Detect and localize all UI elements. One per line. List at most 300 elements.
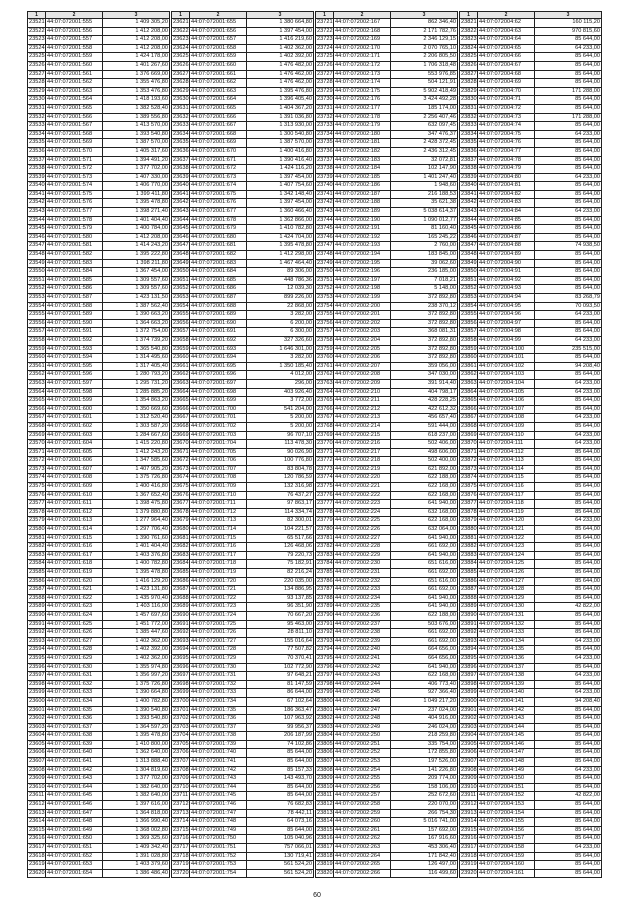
row-number: 23590 xyxy=(29,611,45,618)
cadastral-number: 44:07:072001:726 xyxy=(190,629,247,637)
table-row xyxy=(172,28,314,37)
row-number: 23895 xyxy=(461,654,477,661)
cadastral-number: 44:07:072004:115 xyxy=(478,474,535,482)
cadastral-value: 641 940,00 xyxy=(391,664,458,672)
cadastral-value: 1 391 028,80 xyxy=(103,853,170,861)
row-number: 23748 xyxy=(317,251,333,258)
table-row xyxy=(316,483,458,492)
cadastral-number: 44:07:072001:722 xyxy=(190,595,247,603)
cadastral-value: 64 233,00 xyxy=(535,517,602,525)
cadastral-number: 44:07:072001:717 xyxy=(190,552,247,560)
row-number: 23653 xyxy=(173,294,189,300)
cadastral-value: 35 621,38 xyxy=(391,199,458,207)
cadastral-number: 44:07:072001:729 xyxy=(190,655,247,663)
row-number: 23543 xyxy=(29,208,45,215)
cadastral-number: 44:07:072002:169 xyxy=(334,36,391,44)
cadastral-number: 44:07:072001:620 xyxy=(46,578,103,586)
row-number: 23669 xyxy=(173,431,189,438)
cadastral-value: 1 367 652,40 xyxy=(103,492,170,500)
cadastral-value: 82 216,24 xyxy=(247,569,314,577)
row-number: 23896 xyxy=(461,663,477,670)
cadastral-value: 64 233,00 xyxy=(535,844,602,852)
cadastral-number: 44:07:072004:87 xyxy=(478,234,535,242)
cadastral-number: 44:07:072002:213 xyxy=(334,414,391,422)
row-number: 23741 xyxy=(317,190,333,197)
table-row xyxy=(316,363,458,372)
table-row xyxy=(316,105,458,114)
cadastral-number: 44:07:072001:674 xyxy=(190,182,247,190)
row-number: 23776 xyxy=(317,491,333,498)
row-number: 23540 xyxy=(29,182,45,189)
row-number: 23775 xyxy=(317,483,333,490)
row-number: 23628 xyxy=(173,79,189,86)
cadastral-number: 44:07:072001:714 xyxy=(190,526,247,534)
cadastral-number: 44:07:072001:732 xyxy=(190,681,247,689)
cadastral-number: 44:07:072001:607 xyxy=(46,466,103,474)
row-number: 23793 xyxy=(317,637,333,644)
cadastral-number: 44:07:072001:661 xyxy=(190,71,247,79)
row-number: 23847 xyxy=(461,242,477,249)
cadastral-value: 70 667,20 xyxy=(247,612,314,620)
cadastral-value: 453 306,40 xyxy=(391,844,458,852)
cadastral-number: 44:07:072004:84 xyxy=(478,208,535,216)
row-number: 23759 xyxy=(317,345,333,352)
cadastral-number: 44:07:072001:569 xyxy=(46,139,103,147)
cadastral-number: 44:07:072002:231 xyxy=(334,569,391,577)
cadastral-number: 44:07:072001:599 xyxy=(46,397,103,405)
cadastral-value: 899 226,00 xyxy=(247,294,314,302)
row-number: 23801 xyxy=(317,706,333,713)
cadastral-number: 44:07:072001:646 xyxy=(46,801,103,809)
cadastral-number: 44:07:072001:750 xyxy=(190,835,247,843)
cadastral-number: 44:07:072004:143 xyxy=(478,715,535,723)
table-row xyxy=(460,492,602,501)
row-number: 23533 xyxy=(29,122,45,129)
cadastral-number: 44:07:072001:678 xyxy=(190,217,247,225)
table-row xyxy=(28,423,170,432)
cadastral-value: 1 090 012,77 xyxy=(391,217,458,225)
cadastral-value: 167 916,60 xyxy=(391,835,458,843)
cadastral-number: 44:07:072001:667 xyxy=(190,122,247,130)
cadastral-number: 44:07:072001:578 xyxy=(46,217,103,225)
cadastral-value: 1 395 478,80 xyxy=(103,199,170,207)
table-row xyxy=(28,294,170,303)
cadastral-value: 456 657,40 xyxy=(391,414,458,422)
table-row xyxy=(460,801,602,810)
cadastral-number: 44:07:072002:241 xyxy=(334,655,391,663)
table-row xyxy=(172,861,314,870)
cadastral-value: 64 073,16 xyxy=(247,818,314,826)
cadastral-number: 44:07:072004:99 xyxy=(478,337,535,345)
row-number: 23715 xyxy=(173,826,189,833)
row-number: 23900 xyxy=(461,697,477,704)
cadastral-number: 44:07:072001:592 xyxy=(46,337,103,345)
row-number: 23740 xyxy=(317,182,333,189)
cadastral-number: 44:07:072002:248 xyxy=(334,715,391,723)
cadastral-value: 85 644,00 xyxy=(535,543,602,551)
row-number: 23840 xyxy=(461,182,477,189)
row-number: 23531 xyxy=(29,104,45,111)
row-number: 23565 xyxy=(29,397,45,404)
table-row xyxy=(316,517,458,526)
table-row xyxy=(172,466,314,475)
cadastral-value: 85 644,00 xyxy=(535,354,602,362)
table-row xyxy=(28,612,170,621)
cadastral-number: 44:07:072002:168 xyxy=(334,28,391,36)
row-number: 23604 xyxy=(29,732,45,739)
cadastral-number: 44:07:072002:219 xyxy=(334,466,391,474)
row-number: 23886 xyxy=(461,577,477,584)
cadastral-number: 44:07:072001:740 xyxy=(190,749,247,757)
table-row xyxy=(172,749,314,758)
table-row xyxy=(460,251,602,260)
row-number: 23883 xyxy=(461,551,477,558)
table-row xyxy=(28,225,170,234)
row-number: 23661 xyxy=(173,362,189,369)
table-row xyxy=(28,36,170,45)
row-number: 23532 xyxy=(29,113,45,120)
table-row xyxy=(316,174,458,183)
table-row xyxy=(460,810,602,819)
cadastral-number: 44:07:072001:628 xyxy=(46,646,103,654)
row-number: 23671 xyxy=(173,448,189,455)
row-number: 23787 xyxy=(317,586,333,593)
table-row xyxy=(316,655,458,664)
table-row xyxy=(460,114,602,123)
cadastral-number: 44:07:072004:91 xyxy=(478,268,535,276)
table-row xyxy=(28,165,170,174)
row-number: 23608 xyxy=(29,766,45,773)
cadastral-number: 44:07:072002:247 xyxy=(334,707,391,715)
table-row xyxy=(316,311,458,320)
cadastral-number: 44:07:072001:638 xyxy=(46,732,103,740)
row-number: 23685 xyxy=(173,569,189,575)
cadastral-number: 44:07:072002:245 xyxy=(334,689,391,697)
cadastral-value: 85 644,00 xyxy=(535,509,602,517)
row-number: 23818 xyxy=(317,852,333,859)
table-row xyxy=(316,449,458,458)
cadastral-number: 44:07:072001:719 xyxy=(190,569,247,577)
table-row xyxy=(460,182,602,191)
row-number: 23843 xyxy=(461,208,477,215)
cadastral-value: 85 644,00 xyxy=(535,569,602,577)
table-row xyxy=(28,552,170,561)
cadastral-number: 44:07:072001:608 xyxy=(46,474,103,482)
table-row xyxy=(28,389,170,398)
cadastral-number: 44:07:072001:641 xyxy=(46,758,103,766)
cadastral-value: 85 644,00 xyxy=(247,758,314,766)
cadastral-number: 44:07:072001:587 xyxy=(46,294,103,302)
table-row xyxy=(28,535,170,544)
cadastral-value: 85 644,00 xyxy=(535,526,602,534)
cadastral-number: 44:07:072004:140 xyxy=(478,689,535,697)
row-number: 23707 xyxy=(173,758,189,765)
cadastral-number: 44:07:072001:624 xyxy=(46,612,103,620)
cadastral-value: 85 644,00 xyxy=(535,552,602,560)
cadastral-value: 1 387 562,40 xyxy=(103,303,170,311)
cadastral-number: 44:07:072002:170 xyxy=(334,45,391,53)
cadastral-value: 1 402 362,00 xyxy=(247,45,314,53)
cadastral-value: 622 168,00 xyxy=(391,492,458,500)
table-row xyxy=(460,835,602,844)
cadastral-value: 1 397 454,00 xyxy=(247,174,314,182)
row-number: 23633 xyxy=(173,122,189,129)
table-row xyxy=(172,148,314,157)
cadastral-value: 372 892,80 xyxy=(391,354,458,362)
cadastral-number: 44:07:072004:154 xyxy=(478,810,535,818)
cadastral-value: 70 093,50 xyxy=(535,303,602,311)
row-number: 23873 xyxy=(461,465,477,472)
cadastral-number: 44:07:072001:744 xyxy=(190,784,247,792)
cadastral-number: 44:07:072004:69 xyxy=(478,79,535,87)
cadastral-value: 1 414 243,20 xyxy=(103,242,170,250)
cadastral-value: 85 644,00 xyxy=(535,500,602,508)
table-row xyxy=(316,234,458,243)
cadastral-number: 44:07:072001:593 xyxy=(46,346,103,354)
row-number: 23571 xyxy=(29,448,45,455)
table-row xyxy=(28,371,170,380)
cadastral-value: 1 377 702,00 xyxy=(103,775,170,783)
table-row xyxy=(28,260,170,269)
cadastral-number: 44:07:072004:120 xyxy=(478,517,535,525)
row-number: 23578 xyxy=(29,508,45,515)
cadastral-value: 252 672,60 xyxy=(391,792,458,800)
cadastral-number: 44:07:072001:650 xyxy=(46,835,103,843)
table-row xyxy=(460,775,602,784)
cadastral-number: 44:07:072002:196 xyxy=(334,268,391,276)
row-number: 23589 xyxy=(29,603,45,610)
row-number: 23912 xyxy=(461,801,477,808)
row-number: 23730 xyxy=(317,96,333,103)
table-row xyxy=(28,758,170,767)
cadastral-value: 116 499,60 xyxy=(391,870,458,878)
cadastral-value: 85 644,00 xyxy=(535,483,602,491)
cadastral-value: 428 228,25 xyxy=(391,397,458,405)
row-number: 23591 xyxy=(29,620,45,627)
cadastral-number: 44:07:072001:668 xyxy=(190,131,247,139)
table-row xyxy=(460,371,602,380)
cadastral-value: 126 468,06 xyxy=(247,543,314,551)
cadastral-value: 1 377 702,00 xyxy=(103,165,170,173)
cadastral-number: 44:07:072002:181 xyxy=(334,139,391,147)
cadastral-number: 44:07:072001:747 xyxy=(190,810,247,818)
row-number: 23554 xyxy=(29,302,45,309)
cadastral-value: 85 644,00 xyxy=(535,492,602,500)
table-row xyxy=(316,397,458,406)
table-row xyxy=(316,346,458,355)
row-number: 23789 xyxy=(317,603,333,610)
row-number: 23599 xyxy=(29,689,45,696)
cadastral-number: 44:07:072001:724 xyxy=(190,612,247,620)
table-row xyxy=(316,767,458,776)
cadastral-number: 44:07:072002:171 xyxy=(334,53,391,61)
table-row xyxy=(316,775,458,784)
table-column-group xyxy=(315,11,458,878)
table-row xyxy=(28,483,170,492)
table-row xyxy=(316,646,458,655)
row-number: 23596 xyxy=(29,663,45,670)
table-row xyxy=(172,560,314,569)
table-row xyxy=(316,784,458,793)
cadastral-number: 44:07:072004:93 xyxy=(478,285,535,293)
cadastral-number: 44:07:072001:697 xyxy=(190,380,247,388)
table-row xyxy=(316,268,458,277)
cadastral-number: 44:07:072002:187 xyxy=(334,191,391,199)
table-row xyxy=(172,389,314,398)
cadastral-value: 70 370,41 xyxy=(247,655,314,663)
cadastral-value: 661 692,00 xyxy=(391,543,458,551)
cadastral-number: 44:07:072004:89 xyxy=(478,251,535,259)
cadastral-value: 1 360 466,40 xyxy=(247,208,314,216)
cadastral-number: 44:07:072001:647 xyxy=(46,810,103,818)
row-number: 23766 xyxy=(317,405,333,412)
table-row xyxy=(28,870,170,879)
row-number: 23784 xyxy=(317,560,333,567)
cadastral-value: 1 451 772,00 xyxy=(103,621,170,629)
cadastral-value: 132 316,98 xyxy=(247,483,314,491)
cadastral-value: 372 892,80 xyxy=(391,311,458,319)
cadastral-number: 44:07:072001:670 xyxy=(190,148,247,156)
row-number: 23618 xyxy=(29,852,45,859)
row-number: 23677 xyxy=(173,500,189,507)
table-row xyxy=(172,535,314,544)
table-row xyxy=(316,612,458,621)
cadastral-number: 44:07:072001:694 xyxy=(190,354,247,362)
cadastral-number: 44:07:072002:203 xyxy=(334,328,391,336)
cadastral-value: 1 366 990,40 xyxy=(103,818,170,826)
cadastral-number: 44:07:072002:202 xyxy=(334,320,391,328)
row-number: 23612 xyxy=(29,801,45,808)
row-number: 23771 xyxy=(317,448,333,455)
row-number: 23662 xyxy=(173,371,189,378)
table-row xyxy=(460,474,602,483)
row-number: 23768 xyxy=(317,422,333,429)
row-number: 23687 xyxy=(173,586,189,593)
cadastral-value: 105 040,96 xyxy=(247,835,314,843)
table-row xyxy=(316,560,458,569)
cadastral-value: 157 692,00 xyxy=(391,827,458,835)
row-number: 23870 xyxy=(461,440,477,447)
table-row xyxy=(172,199,314,208)
cadastral-number: 44:07:072001:695 xyxy=(190,363,247,371)
cadastral-value: 618 237,00 xyxy=(391,432,458,440)
cadastral-number: 44:07:072001:696 xyxy=(190,371,247,379)
table-row xyxy=(28,672,170,681)
cadastral-value: 347 030,00 xyxy=(391,371,458,379)
cadastral-value: 403 926,40 xyxy=(247,389,314,397)
cadastral-number: 44:07:072004:70 xyxy=(478,88,535,96)
cadastral-value: 85 644,00 xyxy=(535,165,602,173)
cadastral-number: 44:07:072004:88 xyxy=(478,242,535,250)
row-number: 23666 xyxy=(173,405,189,412)
cadastral-value: 171 288,00 xyxy=(535,88,602,96)
cadastral-number: 44:07:072001:630 xyxy=(46,664,103,672)
row-number: 23647 xyxy=(173,242,189,249)
row-number: 23529 xyxy=(29,87,45,94)
table-header-row xyxy=(316,12,458,19)
cadastral-value: 1 409 342,40 xyxy=(103,844,170,852)
table-row xyxy=(316,827,458,836)
table-row xyxy=(460,79,602,88)
header-cell: 1 xyxy=(172,12,190,18)
cadastral-number: 44:07:072002:217 xyxy=(334,449,391,457)
cadastral-value: 1 399 411,80 xyxy=(103,191,170,199)
table-row xyxy=(172,19,314,28)
row-number: 23614 xyxy=(29,818,45,825)
cadastral-number: 44:07:072002:238 xyxy=(334,629,391,637)
table-row xyxy=(460,174,602,183)
cadastral-number: 44:07:072001:590 xyxy=(46,320,103,328)
cadastral-number: 44:07:072002:220 xyxy=(334,474,391,482)
table-row xyxy=(460,646,602,655)
cadastral-number: 44:07:072001:709 xyxy=(190,483,247,491)
row-number: 23814 xyxy=(317,818,333,825)
table-row xyxy=(316,457,458,466)
cadastral-value: 85 644,00 xyxy=(535,784,602,792)
table-row xyxy=(460,328,602,337)
table-row xyxy=(316,440,458,449)
table-row xyxy=(172,328,314,337)
cadastral-value: 64 233,00 xyxy=(535,174,602,182)
row-number: 23829 xyxy=(461,87,477,94)
table-row xyxy=(316,681,458,690)
cadastral-value: 85 644,00 xyxy=(535,818,602,826)
table-row xyxy=(172,139,314,148)
table-row xyxy=(28,251,170,260)
row-number: 23869 xyxy=(461,431,477,438)
cadastral-number: 44:07:072004:109 xyxy=(478,423,535,431)
cadastral-number: 44:07:072001:651 xyxy=(46,844,103,852)
table-row xyxy=(28,543,170,552)
cadastral-number: 44:07:072001:690 xyxy=(190,320,247,328)
cadastral-number: 44:07:072004:107 xyxy=(478,406,535,414)
table-row xyxy=(460,354,602,363)
row-number: 23668 xyxy=(173,422,189,429)
row-number: 23757 xyxy=(317,328,333,335)
row-number: 23826 xyxy=(461,61,477,68)
row-number: 23820 xyxy=(317,869,333,876)
cadastral-value: 1 407 754,60 xyxy=(247,182,314,190)
cadastral-number: 44:07:072001:682 xyxy=(190,251,247,259)
cadastral-value: 1 391 036,80 xyxy=(247,114,314,122)
row-number: 23881 xyxy=(461,534,477,541)
row-number: 23556 xyxy=(29,319,45,326)
table-row xyxy=(28,715,170,724)
row-number: 23743 xyxy=(317,208,333,215)
cadastral-value: 85 644,00 xyxy=(535,775,602,783)
row-number: 23837 xyxy=(461,156,477,163)
row-number: 23761 xyxy=(317,362,333,369)
row-number: 23522 xyxy=(29,27,45,34)
cadastral-number: 44:07:072002:235 xyxy=(334,603,391,611)
row-number: 23893 xyxy=(461,637,477,644)
cadastral-value: 171 288,00 xyxy=(535,114,602,122)
cadastral-number: 44:07:072001:666 xyxy=(190,114,247,122)
cadastral-value: 1 362 866,00 xyxy=(247,217,314,225)
cadastral-value: 1 403 376,80 xyxy=(103,552,170,560)
cadastral-number: 44:07:072001:560 xyxy=(46,62,103,70)
table-row xyxy=(172,818,314,827)
table-row xyxy=(28,724,170,733)
row-number: 23641 xyxy=(173,190,189,197)
row-number: 23752 xyxy=(317,285,333,292)
cadastral-value: 96 351,90 xyxy=(247,603,314,611)
table-row xyxy=(316,122,458,131)
cadastral-number: 44:07:072001:573 xyxy=(46,174,103,182)
table-row xyxy=(28,354,170,363)
row-number: 23626 xyxy=(173,61,189,68)
table-row xyxy=(28,449,170,458)
